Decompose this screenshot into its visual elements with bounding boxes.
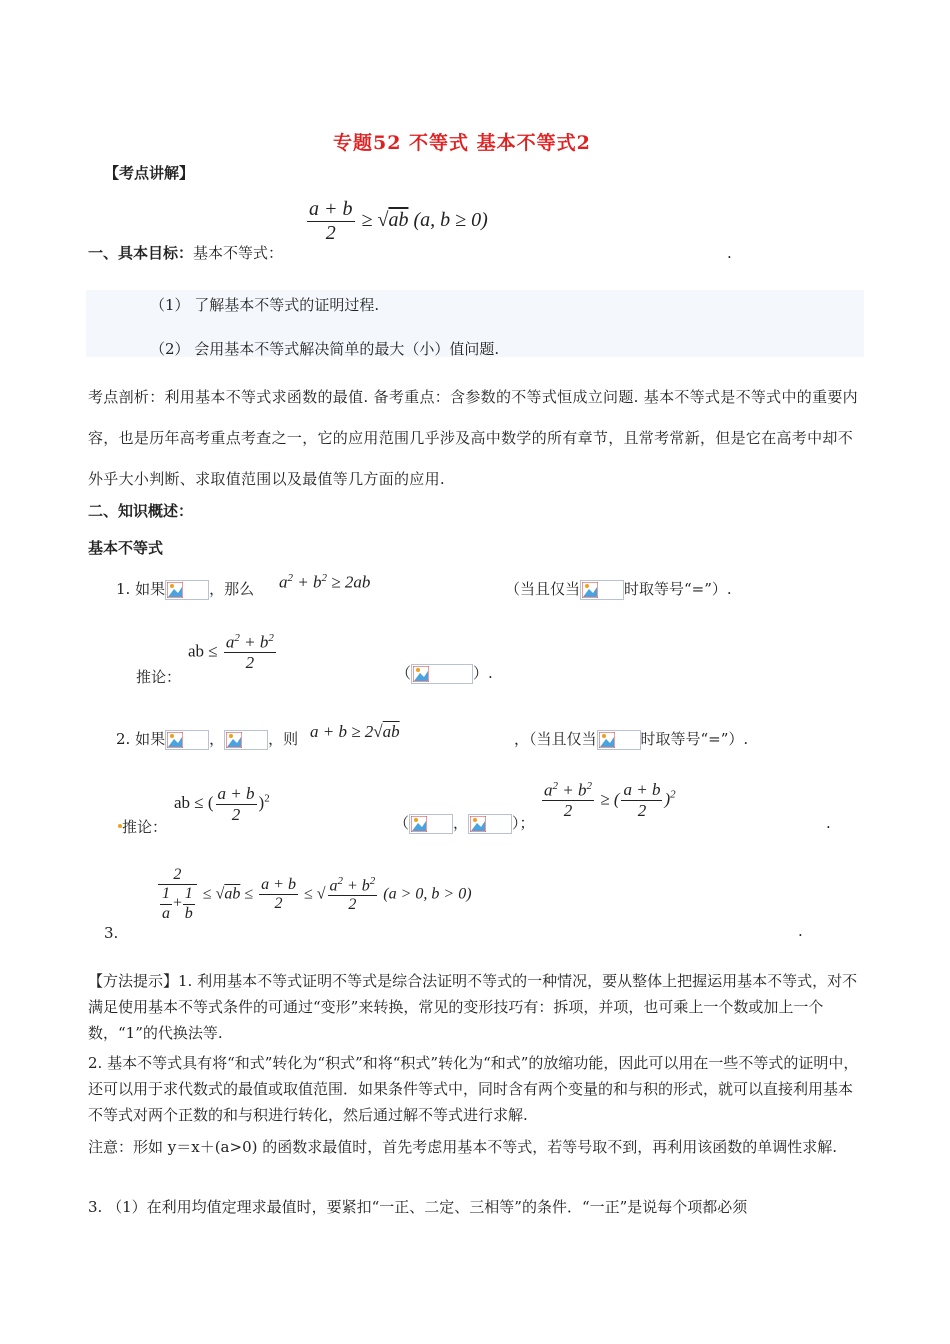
image-placeholder-icon xyxy=(224,730,268,750)
item3-formula: 2 $\frac{1}{a}$ + $\frac{1}{b}$ ≤ √ab ≤ $\frac{a + b}{2}$ ≤ √ $\frac{a^2 + b^2}{2}$ (a > 0, b > 0) xyxy=(156,866,472,923)
goals-line xyxy=(88,242,283,263)
goals-heading: 一、具本目标： xyxy=(88,244,194,262)
image-placeholder-icon xyxy=(580,580,624,600)
item2-formula: a + b ≥ 2√ab xyxy=(310,722,400,741)
item2-corollary-formula-2: $\frac{a^2 + b^2}{2}$ ≥ ( $\frac{a + b}{2}$ )$^2$ xyxy=(544,780,676,821)
image-placeholder-icon xyxy=(468,814,512,834)
image-placeholder-icon xyxy=(411,664,473,684)
item1-corollary-formula: ab ≤ $\frac{a^2 + b^2}{2}$ xyxy=(188,632,274,673)
basic-inequality-formula: $\frac{a + b}{2}$ ≥ √ab (a, b ≥ 0) xyxy=(309,198,488,244)
item2-paren-open: （ xyxy=(394,814,410,832)
item3-end-dot: . xyxy=(798,922,803,940)
overview-heading: 二、知识概述： xyxy=(88,502,194,520)
item2-prefix: 2. 如果 xyxy=(116,730,166,748)
item1-cond-text: （当且仅当 xyxy=(505,580,581,598)
basic-heading: 基本不等式 xyxy=(88,539,164,557)
method-paragraph-3: 注意：形如 y＝x＋(a>0) 的函数求最值时，首先考虑用基本不等式，若等号取不到，再利用该函数的单调性求解. xyxy=(88,1138,838,1156)
method-paragraph-2: 2. 基本不等式具有将“和式”转化为“积式”和将“积式”转化为“和式”的放缩功能，因此可以用在一些不等式的证明中，还可以用于求代数式的最值或取值范围．如果条件等式中，同时含有两个变量的和与积的形式，就可以直接利用基本不等式对两个正数的和与积进行转化，然后通过解不等式进行求解. xyxy=(88,1054,859,1124)
item1-cond xyxy=(505,578,732,600)
page-title: 专题52 不等式 基本不等式2 xyxy=(333,132,591,154)
item2-then: ，则 xyxy=(268,730,299,748)
item1-paren-close: ）. xyxy=(473,664,493,682)
image-placeholder-icon xyxy=(409,814,453,834)
item1-paren-open: （ xyxy=(396,664,412,682)
item2-corollary-formula-1: ab ≤ ( $\frac{a + b}{2}$ )$^2$ xyxy=(174,784,270,824)
item2-paren-close: ）； xyxy=(512,814,535,832)
item1-mid: ，那么 xyxy=(209,580,255,598)
item2-corollary-cond xyxy=(394,812,535,834)
item2-corollary-label: 推论： xyxy=(122,818,168,836)
item2-cond xyxy=(514,728,748,750)
image-placeholder-icon xyxy=(165,730,209,750)
item2-comma: ， xyxy=(209,730,225,748)
item3-prefix: 3. xyxy=(104,924,119,942)
item2-cond-end: 时取等号“=”）. xyxy=(640,730,749,748)
item1-cond-end: 时取等号“=”）. xyxy=(624,580,732,598)
item2-cond-text: ，（当且仅当 xyxy=(514,730,597,748)
item2-end-dot: . xyxy=(826,814,831,832)
kaodian-heading: 【考点讲解】 xyxy=(104,164,195,182)
image-placeholder-icon xyxy=(597,730,641,750)
analysis-paragraph: 考点剖析：利用基本不等式求函数的最值. 备考重点：含参数的不等式恒成立问题. 基本不等式是不等式中的重要内容，也是历年高考重点考查之一，它的应用范围几乎涉及高中数学的所有章节，且常考常新，但是它在高考中却不外乎大小判断、求取值范围以及最值等几方面的应用. xyxy=(88,388,858,488)
item1-corollary-cond xyxy=(396,662,493,684)
item1-prefix: 1. 如果 xyxy=(116,580,166,598)
image-placeholder-icon xyxy=(165,580,209,600)
item1-corollary-label: 推论： xyxy=(136,668,182,686)
goals-label: 基本不等式： xyxy=(193,244,284,262)
method-paragraph-1: 【方法提示】1. 利用基本不等式证明不等式是综合法证明不等式的一种情况，要从整体上把握运用基本不等式，对不满足使用基本不等式条件的可通过“变形”来转换，常见的变形技巧有：拆项，并项，也可乘上一个数或加上一个数，“1”的代换法等. xyxy=(88,972,858,1042)
goal-item-1: （1） 了解基本不等式的证明过程. xyxy=(150,296,380,314)
goal-item-2: （2） 会用基本不等式解决简单的最大（小）值问题. xyxy=(150,340,500,358)
item1-line xyxy=(116,578,254,600)
item1-formula: $a^2 + b^2 \ge 2ab$ xyxy=(279,572,371,592)
goals-trail-dot: . xyxy=(727,244,732,262)
method-paragraph-4: 3. （1）在利用均值定理求最值时，要紧扣“一正、二定、三相等”的条件．“一正”是说每个项都必须 xyxy=(88,1198,748,1216)
item2-line xyxy=(116,728,298,750)
item2-paren-sep: ， xyxy=(453,814,469,832)
